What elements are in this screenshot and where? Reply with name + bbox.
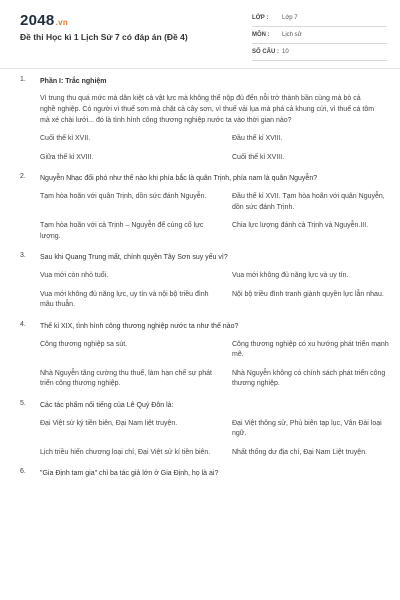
option-a[interactable]: Vua mới còn nhỏ tuổi. [40, 272, 109, 279]
meta-value: Lớp 7 [282, 15, 298, 21]
question-1 [0, 76, 400, 163]
option-grid [40, 340, 389, 390]
question-2 [0, 173, 400, 242]
question-text: "Gia Định tam gia" chỉ ba tác giả lớn ở Gia Định, họ là ai? [40, 470, 219, 477]
meta-row-subject [252, 27, 387, 44]
question-text: Phần I: Trắc nghiệm [40, 78, 107, 85]
question-text: Thế kỉ XIX, tình hình công thương nghiệp nước ta như thế nào? [40, 322, 239, 330]
meta-key: SỐ CÂU : [252, 49, 279, 55]
question-6 [0, 468, 400, 479]
question-list [0, 76, 400, 489]
question-text: Sau khi Quang Trung mất, chính quyền Tây Sơn suy yếu vì? [40, 254, 228, 261]
site-logo[interactable]: 2048.vn [20, 12, 69, 29]
option-a[interactable]: Cuối thế kỉ XVII. [40, 135, 91, 142]
option-a[interactable]: Tạm hòa hoãn với quân Trịnh, dồn sức đánh Nguyễn. [40, 193, 207, 200]
option-b[interactable]: Đầu thế kỉ XVII. Tạm hòa hoãn với quân Nguyễn, dồn sức đánh Trịnh. [232, 193, 385, 211]
option-d[interactable]: Cuối thế kỉ XVIII. [232, 153, 285, 161]
option-d[interactable]: Nội bộ triều đình tranh giành quyền lực lẫn nhau. [232, 290, 384, 298]
question-text: Nguyễn Nhạc đối phó như thế nào khi phía bắc là quân Trịnh, phía nam là quân Nguyễn? [40, 175, 318, 182]
option-b[interactable]: Đại Việt thông sử, Phủ biên tạp lục, Vân Đài loại ngữ. [232, 419, 382, 437]
option-b[interactable]: Công thương nghiệp có xu hướng phát triển mạnh mẽ. [232, 340, 389, 358]
question-4 [0, 321, 400, 390]
question-number: 2. [20, 173, 26, 180]
option-a[interactable]: Đại Việt sử ký tiền biên, Đại Nam liệt truyện. [40, 419, 178, 427]
option-a[interactable]: Công thương nghiệp sa sút. [40, 340, 128, 348]
option-c[interactable]: Nhà Nguyễn tăng cường thu thuế, làm hạn chế sự phát triển công thương nghiệp. [40, 369, 212, 387]
question-3 [0, 252, 400, 311]
option-c[interactable]: Lịch triều hiến chương loại chí, Đại Việt sử kí tiền biên. [40, 448, 211, 456]
document-title: Đề thi Học kì 1 Lịch Sử 7 có đáp án (Đề 4) [20, 32, 188, 42]
option-b[interactable]: Vua mới không đủ năng lực và uy tín. [232, 272, 349, 279]
question-text: Các tác phẩm nổi tiếng của Lê Quý Đôn là: [40, 401, 174, 409]
question-number: 3. [20, 252, 26, 259]
meta-key: MÔN : [252, 32, 270, 38]
option-b[interactable]: Đầu thế kỉ XVIII. [232, 135, 283, 142]
logo-suffix: .vn [55, 18, 69, 27]
question-number: 1. [20, 76, 26, 83]
option-c[interactable]: Tạm hòa hoãn với cả Trịnh – Nguyễn để củng cố lực lượng. [40, 222, 204, 240]
meta-value: 10 [282, 49, 289, 55]
option-d[interactable]: Chia lực lượng đánh cả Trịnh và Nguyễn.III. [232, 222, 369, 229]
meta-value: Lịch sử [282, 32, 302, 38]
option-c[interactable]: Vua mới không đủ năng lực, uy tín và nội bộ triều đình mâu thuẫn. [40, 290, 209, 308]
meta-table [252, 10, 387, 61]
question-passage: Vì trung thu quá mức mà dân kiệt cả vật lực mà không thể nộp đủ đến nỗi trở thành bần cùng mà bỏ cả nghề nghiệp. Có người vì thuế sơn mà chặt cả cây sơn, vì thuế vải lụa mà phá cả khung cửi, vì thuế cá tôm mà xé chài lưới... đó là tình hình công thương nghiệp nước ta vào thời gian nào? [40, 95, 375, 124]
option-d[interactable]: Nhà Nguyễn không có chính sách phát triển công thương nghiệp. [232, 369, 386, 387]
document-header [0, 0, 400, 66]
meta-row-count [252, 44, 387, 61]
question-number: 6. [20, 468, 26, 475]
option-grid [40, 134, 378, 163]
option-d[interactable]: Nhất thống dư địa chí, Đại Nam Liệt truyện. [232, 448, 368, 456]
option-c[interactable]: Giữa thế kỉ XVIII. [40, 153, 94, 161]
option-grid [40, 419, 382, 459]
question-number: 5. [20, 399, 26, 407]
meta-key: LỚP : [252, 15, 269, 21]
meta-row-class [252, 10, 387, 27]
header-divider [0, 68, 400, 69]
option-grid [40, 192, 385, 242]
option-grid [40, 271, 384, 311]
question-5 [0, 400, 400, 459]
question-number: 4. [20, 320, 26, 328]
